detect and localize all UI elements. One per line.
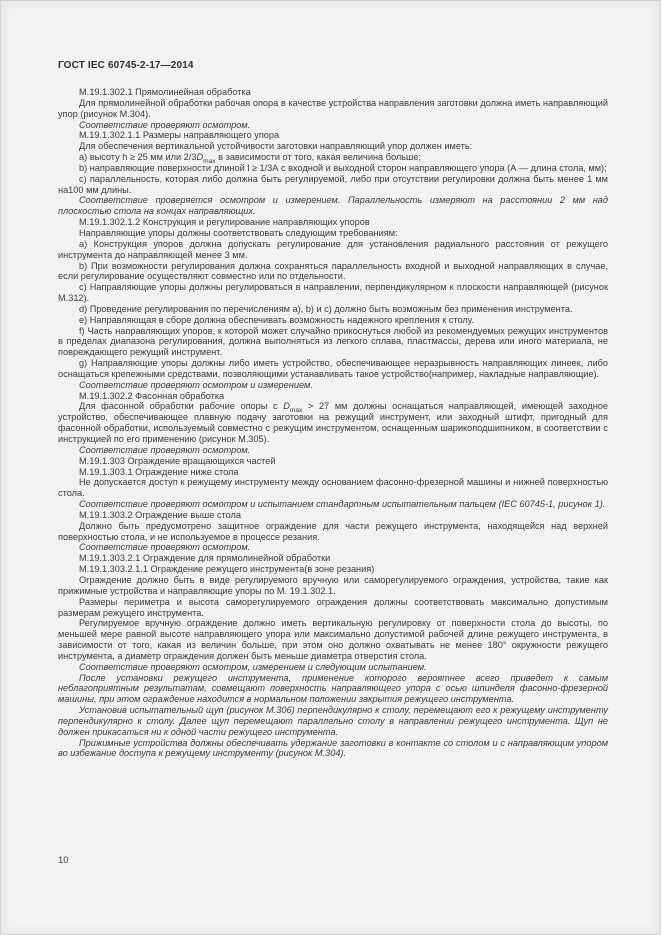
paragraph: Регулируемое вручную ограждение должно иметь вертикальную регулировку от поверхности стола до высоты, по меньшей мере равной высоте направляющего упора или максимально допустимой рабочей длине режущего инструмента, в зависимости от того, какая из величин больше, при этом оно должно охватывать не менее 180° окружности режущего инструмента, а диаметр ограждения должен быть меньше диаметра отверстия стола. xyxy=(58,618,608,661)
paragraph: с) параллельность, которая либо должна быть регулируемой, либо при отсутствии регулировки должна быть менее 1 мм на100 мм длины. xyxy=(58,173,608,195)
paragraph: М.19.1.302.2 Фасонная обработка xyxy=(79,390,225,401)
paragraph: М.19.1.303.1 Ограждение ниже стола xyxy=(79,466,239,477)
compliance-paragraph: Соответствие проверяют осмотром. xyxy=(79,444,251,455)
paragraph: Не допускается доступ к режущему инструменту между основанием фасонно-фрезерной машины и нижней поверхностью стола. xyxy=(58,477,608,499)
paragraph: е) Направляющая в сборе должна обеспечивать возможность надежного крепления к столу. xyxy=(79,314,475,325)
paragraph: Для прямолинейной обработки рабочая опора в качестве устройства направления заготовки должна иметь направляющий упор (рисунок М.304). xyxy=(58,97,608,119)
paragraph: М.19.1.302.1.2 Конструкция и регулирование направляющих упоров xyxy=(79,217,370,228)
paragraph: Направляющие упоры должны соответствовать следующим требованиям: xyxy=(79,227,398,238)
paragraph: f) Часть направляющих упоров, к которой может случайно прикоснуться любой из рекомендуемых режущих инструментов в пределах диапазона регулирования, должна выполняться из легкого сплава, пластмассы, дерева или иного материала, не повреждающего режущий инструмент. xyxy=(58,325,608,358)
document-header-title: ГОСТ IEC 60745-2-17—2014 xyxy=(58,60,194,71)
paragraph: М.19.1.303.2.1 Ограждение для прямолинейной обработки xyxy=(79,553,331,564)
paragraph: Для обеспечения вертикальной устойчивости заготовки направляющий упор должен иметь: xyxy=(79,141,473,152)
compliance-paragraph: Соответствие проверяют осмотром, измерением и следующим испытанием. xyxy=(79,661,427,672)
document-body xyxy=(58,87,608,759)
compliance-paragraph: Прижимные устройства должны обеспечивать удержание заготовки в контакте со столом и с направляющим упором во избежание доступа к режущему инструменту (рисунок М.304). xyxy=(58,737,608,759)
page-number: 10 xyxy=(58,855,69,866)
paragraph: а) высоту h ≥ 25 мм или $2/3D_{max}$ в зависимости от того, какая величина больше; xyxy=(79,152,422,165)
paragraph: М.19.1.303.2 Ограждение выше стола xyxy=(79,509,241,520)
compliance-paragraph: После установки режущего инструмента, применение которого вероятнее всего приведет к самым неблагоприятным результатам, совмещают поверхность направляющего упора с осью шпинделя фасонно-фрезерной машины, при этом ограждение находится в нормальном положении закрытия режущего инструмента. xyxy=(58,672,608,705)
paragraph: М.19.1.303.2.1.1 Ограждение режущего инструмента(в зоне резания) xyxy=(79,564,375,575)
compliance-paragraph: Соответствие проверяют осмотром. xyxy=(79,542,251,553)
paragraph: а) Конструкция упоров должна допускать регулирование для установления радиального расстояния от режущего инструмента до направляющей менее 3 мм. xyxy=(58,238,608,260)
paragraph: Ограждение должно быть в виде регулируемого вручную или саморегулируемого ограждения, устройства, такие как прижимные устройства и направляющие упоры по М. 19.1.302.1. xyxy=(58,574,608,596)
paragraph: М.19.1.303 Ограждение вращающихся частей xyxy=(79,455,276,466)
compliance-paragraph: Соответствие проверяют осмотром и испытанием стандартным испытательным пальцем (IEC 60745-1, рисунок 1). xyxy=(79,499,606,510)
paragraph: b) направляющие поверхности длиной l ≥ 1/3А с входной и выходной сторон направляющего упора (А — длина стола, мм); xyxy=(79,162,607,173)
compliance-paragraph: Установив испытательный щуп (рисунок М.306) перпендикулярно к столу, перемещают его к режущему инструменту перпендикулярно к столу. Далее щуп перемещают параллельно столу в направлении режущего инструмента. Щуп не должен прикасаться ни к одной части режущего инструмента. xyxy=(58,705,608,737)
paragraph: с) Направляющие упоры должны регулироваться в направлении, перпендикулярном к плоскости направляющей (рисунок М.312). xyxy=(58,282,608,304)
paragraph: g) Направляющие упоры должны либо иметь устройство, обеспечивающее неразрывность направляющих линеек, либо оснащаться крепежными средствами, позволяющими устанавливать такое устройство(например, накладные направляющие). xyxy=(58,358,608,379)
paragraph: d) Проведение регулирования по перечислениям а), b) и с) должно быть возможным без применения инструмента. xyxy=(79,303,573,314)
compliance-paragraph: Соответствие проверяют осмотром и измерением. xyxy=(79,379,313,390)
paragraph: b) При возможности регулирования должна сохраняться параллельность входной и выходной направляющих в случае, если регулирование осуществляют совместно или по отдельности. xyxy=(58,260,608,282)
paragraph: Для фасонной обработки рабочие опоры с $D_{max} > 27$ мм должны оснащаться направляющей, имеющей заходное устройство, обеспечивающее плавную подачу заготовки на режущий инструмент, или заходный штифт, пригодный для фасонной обработки, используемый совместно с режущим инструментом, оснащенным шарикоподшипником, в соответствии с инструкцией по его применению (рисунок М.305). xyxy=(58,401,608,444)
paragraph: Размеры периметра и высота саморегулируемого ограждения должны соответствовать максимально допустимым размерам режущего инструмента. xyxy=(58,596,608,618)
paragraph: М.19.1.302.1 Прямолинейная обработка xyxy=(79,87,251,97)
compliance-paragraph: Соответствие проверяют осмотром. xyxy=(79,119,251,130)
compliance-paragraph: Соответствие проверяется осмотром и измерением. Параллельность измеряют на расстоянии 2 мм над плоскостью стола на концах направляющих. xyxy=(58,195,608,217)
paragraph: М.19.1.302.1.1 Размеры направляющего упора xyxy=(79,130,280,141)
paragraph: Должно быть предусмотрено защитное ограждение для части режущего инструмента, находящейся над верхней поверхностью стола, и не используемое в процессе резания. xyxy=(58,520,608,542)
